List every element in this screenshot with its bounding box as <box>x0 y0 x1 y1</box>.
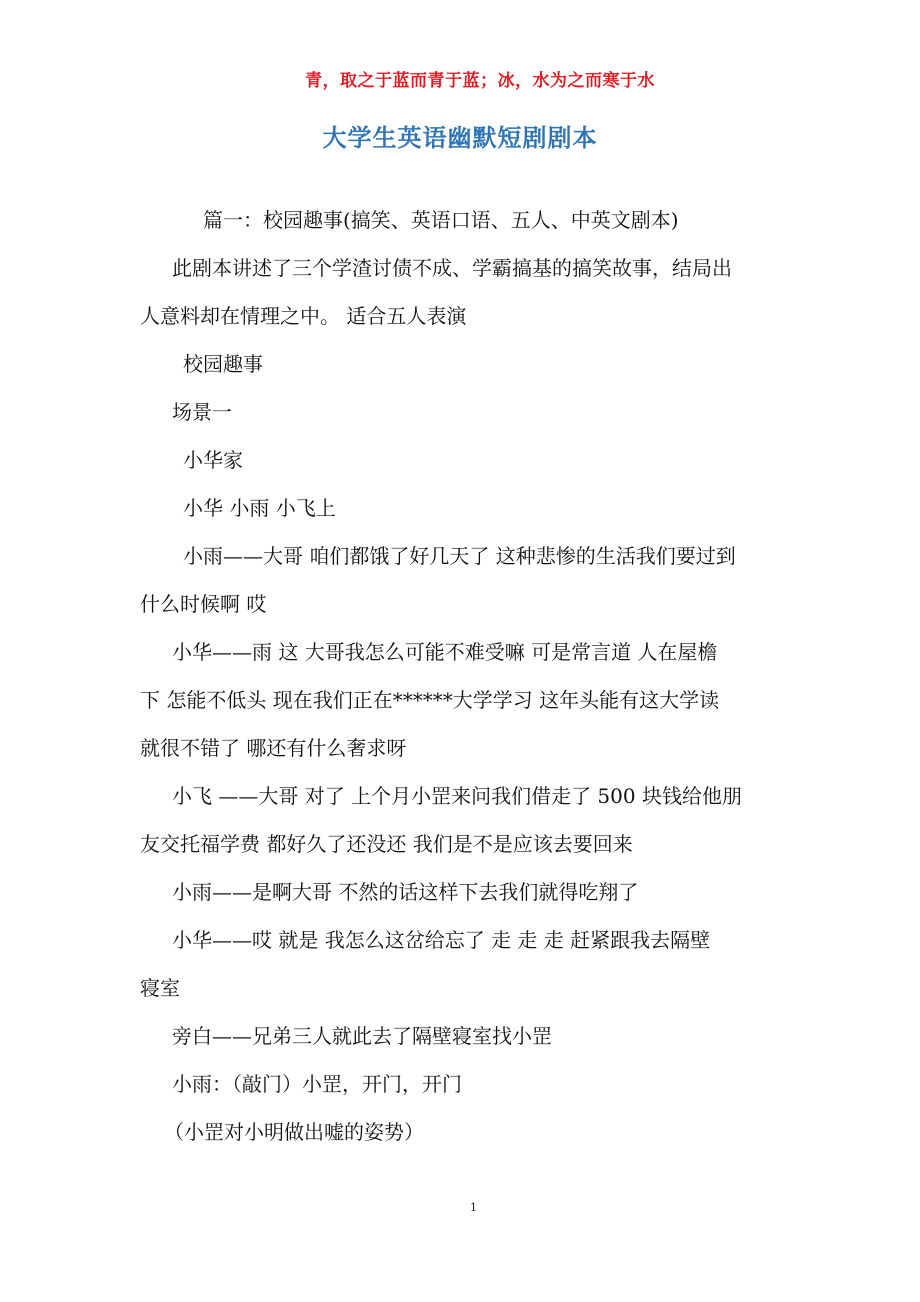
page-number: 1 <box>470 1201 477 1214</box>
dialogue-line: 友交托福学费 都好久了还没还 我们是不是应该去要回来 <box>140 832 633 856</box>
scene-location: 小华家 <box>183 448 243 472</box>
dialogue-line: 小华——哎 就是 我怎么这岔给忘了 走 走 走 赶紧跟我去隔壁 <box>172 928 711 952</box>
dialogue-line: 小华——雨 这 大哥我怎么可能不难受嘛 可是常言道 人在屋檐 <box>172 640 718 664</box>
paragraph-line: 人意料却在情理之中。 适合五人表演 <box>140 304 467 328</box>
stage-direction: 小华 小雨 小飞上 <box>183 496 336 520</box>
dialogue-line: 下 怎能不低头 现在我们正在******大学学习 这年头能有这大学读 <box>140 688 720 712</box>
dialogue-line: 小飞 ——大哥 对了 上个月小罡来问我们借走了 500 块钱给他朋 <box>172 784 742 808</box>
dialogue-line: 小雨——是啊大哥 不然的话这样下去我们就得吃翔了 <box>172 880 639 904</box>
dialogue-line: 寝室 <box>140 976 180 1000</box>
play-title: 校园趣事 <box>183 352 263 376</box>
header-quote: 青，取之于蓝而青于蓝；冰，水为之而寒于水 <box>305 71 655 91</box>
document-title: 大学生英语幽默短剧剧本 <box>322 124 598 152</box>
scene-heading: 场景一 <box>172 400 232 424</box>
narration-line: 旁白——兄弟三人就此去了隔壁寝室找小罡 <box>172 1024 552 1048</box>
dialogue-line: 小雨——大哥 咱们都饿了好几天了 这种悲惨的生活我们要过到 <box>183 544 736 568</box>
section-heading: 篇一：校园趣事(搞笑、英语口语、五人、中英文剧本) <box>203 208 679 232</box>
dialogue-line: 就很不错了 哪还有什么奢求呀 <box>140 736 407 760</box>
dialogue-line: 小雨：（敲门）小罡，开门，开门 <box>172 1072 462 1096</box>
dialogue-line: 什么时候啊 哎 <box>140 592 267 616</box>
paragraph-line: 此剧本讲述了三个学渣讨债不成、学霸搞基的搞笑故事，结局出 <box>172 256 732 280</box>
stage-direction: （小罡对小明做出嘘的姿势） <box>164 1120 424 1144</box>
